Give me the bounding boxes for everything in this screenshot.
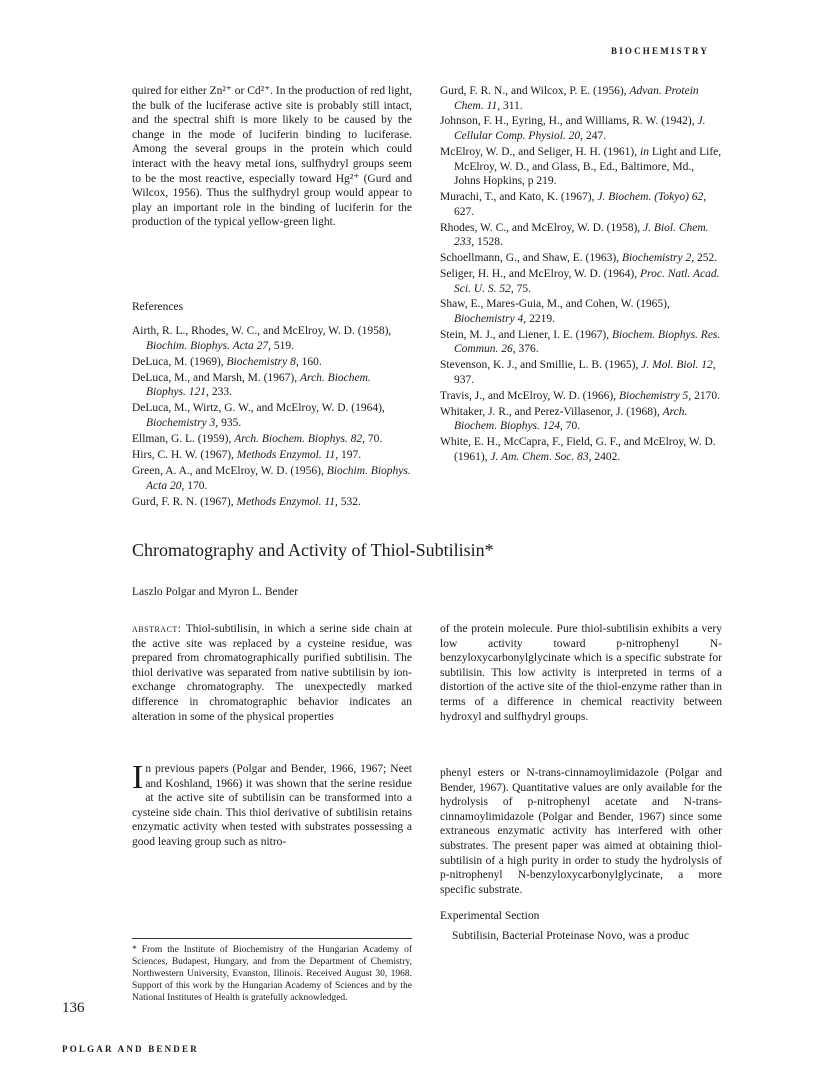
footnote: * From the Institute of Biochemistry of the Hungarian Academy of Sciences, Budapest, Hungary, and from the Department of Chemistry, Northwestern University, Evanston, Illinois. Received August 30, 1968. Support of this work by the Hungarian Academy of Sciences and by the National Institutes of Health is gratefully acknowledged.	[132, 945, 412, 1003]
reference-authors: Green, A. A., and McElroy, W. D. (1956),	[132, 465, 327, 478]
body-left	[132, 759, 412, 850]
reference-pages: 935.	[218, 417, 242, 430]
reference-item	[132, 324, 412, 353]
reference-pages: 627.	[454, 205, 475, 218]
reference-journal: Arch. Biochem. Biophys. 124,	[454, 405, 688, 433]
reference-authors: Stein, M. J., and Liener, I. E. (1967),	[440, 328, 613, 341]
reference-item	[132, 495, 412, 510]
reference-journal: Biochemistry 2,	[621, 252, 695, 265]
reference-journal: Biochim. Biophys. Acta 20,	[146, 465, 411, 492]
reference-item	[132, 448, 412, 463]
reference-item	[440, 405, 722, 434]
reference-pages: 233.	[208, 386, 232, 399]
reference-journal: Advan. Protein Chem. 11,	[454, 85, 699, 112]
reference-authors: Whitaker, J. R., and Perez-Villasenor, J. (1968),	[440, 405, 663, 418]
reference-item	[132, 432, 412, 447]
reference-pages: 1528.	[474, 236, 503, 249]
reference-pages: 376.	[515, 343, 539, 356]
page-number: 136	[62, 1000, 85, 1016]
reference-item	[440, 221, 722, 250]
reference-authors: Schoellmann, G., and Shaw, E. (1963),	[440, 252, 622, 265]
reference-item	[132, 401, 412, 430]
reference-authors: McElroy, W. D., and Seliger, H. H. (1961),	[440, 145, 641, 158]
reference-journal: in	[640, 145, 649, 158]
reference-item	[440, 145, 722, 189]
reference-pages: 311.	[500, 99, 523, 112]
reference-pages: 247.	[583, 130, 607, 143]
reference-authors: Gurd, F. R. N. (1967),	[132, 496, 237, 509]
reference-authors: Stevenson, K. J., and Smillie, L. B. (1965),	[440, 359, 642, 372]
reference-journal: Biochemistry 4,	[454, 312, 527, 325]
reference-authors: Johnson, F. H., Eyring, H., and Williams, R. W. (1942),	[440, 115, 698, 128]
references-heading: References	[132, 301, 184, 313]
reference-journal: Methods Enzymol. 11,	[236, 449, 339, 462]
reference-item	[132, 355, 412, 370]
reference-journal: Proc. Natl. Acad. Sci. U. S. 52,	[454, 267, 720, 295]
reference-journal: Biochim. Biophys. Acta 27,	[146, 339, 271, 352]
reference-journal: Biochem. Biophys. Res. Commun. 26,	[454, 328, 721, 356]
reference-journal: Methods Enzymol. 11,	[236, 496, 338, 509]
reference-authors: DeLuca, M., Wirtz, G. W., and McElroy, W. D. (1964),	[132, 402, 385, 415]
body-left-text: n previous papers (Polgar and Bender, 1966, 1967; Neet and Koshland, 1966) it was shown that the serine residue at the active site of subtilisin can be transformed into a cysteine side chain. This thiol derivative of subtilisin retains enzymatic activity when tested with substrates possessing a good leaving group such as nitro-	[132, 763, 412, 848]
reference-authors: Ellman, G. L. (1959),	[132, 433, 235, 446]
reference-pages: 2170.	[691, 389, 720, 402]
reference-authors: Shaw, E., Mares-Guia, M., and Cohen, W. (1965),	[440, 298, 670, 311]
reference-pages: 937.	[454, 373, 475, 386]
reference-item	[440, 328, 722, 357]
reference-authors: DeLuca, M. (1969),	[132, 355, 227, 368]
reference-item	[440, 435, 722, 464]
abstract-left	[132, 622, 412, 724]
running-foot: POLGAR AND BENDER	[62, 1044, 199, 1054]
reference-journal: Biochemistry 5,	[619, 389, 692, 402]
reference-journal: J. Biochem. (Tokyo) 62,	[597, 191, 707, 204]
reference-item	[440, 114, 722, 143]
reference-item	[132, 464, 412, 493]
references-list-right	[440, 84, 722, 466]
reference-item	[440, 84, 722, 113]
dropcap: I	[132, 759, 144, 796]
reference-authors: Murachi, T., and Kato, K. (1967),	[440, 191, 598, 204]
authors: Laszlo Polgar and Myron L. Bender	[132, 586, 299, 598]
reference-authors: Rhodes, W. C., and McElroy, W. D. (1958),	[440, 221, 644, 234]
reference-item	[440, 389, 722, 404]
reference-journal: J. Am. Chem. Soc. 83,	[490, 450, 592, 463]
reference-pages: 2219.	[526, 312, 555, 325]
reference-item	[440, 267, 722, 296]
reference-journal: Biochemistry 3,	[146, 417, 219, 430]
reference-item	[440, 190, 722, 219]
footnote-rule	[132, 938, 412, 939]
reference-item	[440, 358, 722, 387]
experimental-text: Subtilisin, Bacterial Proteinase Novo, was a produc	[452, 929, 689, 942]
references-list-left	[132, 324, 412, 511]
reference-pages: 160.	[298, 355, 322, 368]
article-title: Chromatography and Activity of Thiol-Subtilisin*	[132, 540, 494, 560]
running-head: BIOCHEMISTRY	[611, 46, 710, 56]
reference-pages: 70.	[562, 420, 581, 433]
reference-journal: Arch. Biochem. Biophys. 121,	[146, 371, 371, 399]
reference-item	[440, 297, 722, 326]
reference-authors: Seliger, H. H., and McElroy, W. D. (1964),	[440, 267, 641, 280]
reference-authors: Travis, J., and McElroy, W. D. (1966),	[440, 389, 619, 402]
reference-item	[132, 371, 412, 400]
abstract-label: abstract:	[132, 623, 182, 635]
body-right	[440, 766, 722, 944]
experimental-heading: Experimental Section	[440, 910, 540, 923]
reference-pages: 2402.	[591, 450, 621, 463]
reference-journal: Arch. Biochem. Biophys. 82,	[234, 433, 366, 446]
reference-authors: Airth, R. L., Rhodes, W. C., and McElroy, W. D. (1958),	[132, 325, 392, 337]
reference-pages: Light and Life, McElroy, W. D., and Glass, B., Ed., Baltimore, Md., Johns Hopkins, p 219.	[454, 145, 722, 188]
reference-journal: J. Mol. Biol. 12,	[641, 359, 716, 372]
reference-pages: 75.	[513, 282, 531, 295]
abstract-left-text: Thiol-subtilisin, in which a serine side chain at the active site was replaced by a cysteine residue, was prepared from chromatographically purified subtilisin. The thiol derivative was separated from native subtilisin by ion-exchange chromatography. The unexpectedly marked difference in chromatographic behavior indicates an alteration in some of the physical properties	[132, 623, 412, 723]
reference-authors: White, E. H., McCapra, F., Field, G. F., and McElroy, W. D. (1961),	[440, 436, 716, 463]
reference-pages: 519.	[271, 339, 294, 352]
reference-item	[440, 251, 722, 266]
reference-journal: J. Cellular Comp. Physiol. 20,	[454, 115, 706, 143]
reference-authors: Gurd, F. R. N., and Wilcox, P. E. (1956),	[440, 85, 630, 97]
abstract-right: of the protein molecule. Pure thiol-subtilisin exhibits a very low activity toward p-nitrophenyl N-benzyloxycarbonylglycinate which is a specific substrate for subtilisin. This low activity is interpreted in terms of a distortion of the active site of the thiol-enzyme rather than in terms of a difference in chemical reactivity between hydroxyl and sulfhydryl groups.	[440, 623, 722, 723]
reference-authors: Hirs, C. H. W. (1967),	[132, 449, 237, 462]
reference-journal: J. Biol. Chem. 233,	[454, 221, 709, 249]
reference-authors: DeLuca, M., and Marsh, M. (1967),	[132, 371, 300, 384]
left-top-paragraph: quired for either Zn²⁺ or Cd²⁺. In the production of red light, the bulk of the luciferase active site is probably still intact, and the spectral shift is more likely to be caused by the change in the mode of luciferin binding to luciferase. Among the several groups in the protein which could interact with the heavy metal ions, sulfhydryl groups seem to be the most reactive, especially toward Hg²⁺ (Gurd and Wilcox, 1956). Thus the sulfhydryl group would appear to play an important role in the binding of luciferin for the production of the typical yellow-green light.	[132, 85, 412, 229]
reference-pages: 532.	[337, 496, 361, 509]
reference-journal: Biochemistry 8,	[226, 355, 299, 368]
reference-pages: 252.	[694, 252, 718, 265]
reference-pages: 197.	[338, 449, 362, 462]
reference-pages: 170.	[184, 479, 208, 492]
reference-pages: 70.	[365, 433, 383, 446]
body-right-text: phenyl esters or N-trans-cinnamoylimidazole (Polgar and Bender, 1967). Quantitative values are only available for the hydrolysis of p-nitrophenyl acetate and N-trans-cinnamoylimidazole (Polgar and Bender, 1967) since some extraneous enzymatic activity has interfered with other substrates. The present paper was aimed at obtaining thiol-subtilisin of a high purity in order to study the hydrolysis of p-nitrophenyl N-benzyloxycarbonylglycinate, a more specific substrate.	[440, 767, 722, 896]
